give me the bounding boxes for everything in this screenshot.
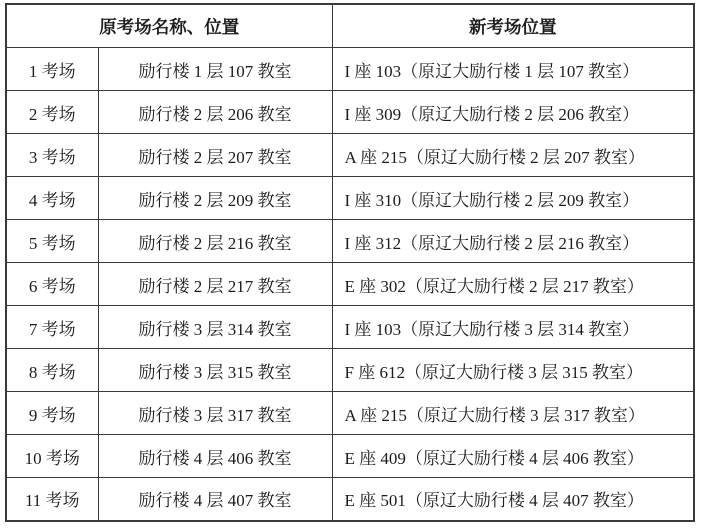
room-number-cell: 3 考场 xyxy=(6,134,98,177)
table-row xyxy=(6,134,694,177)
old-location-cell: 励行楼 2 层 207 教室 xyxy=(98,134,332,177)
room-number-cell: 9 考场 xyxy=(6,392,98,435)
room-number-cell: 1 考场 xyxy=(6,48,98,91)
header-new-location: 新考场位置 xyxy=(332,4,694,48)
room-number-cell: 8 考场 xyxy=(6,349,98,392)
table-row xyxy=(6,478,694,521)
table-row xyxy=(6,306,694,349)
table-row xyxy=(6,263,694,306)
exam-room-relocation-table xyxy=(5,3,695,522)
new-location-cell: A 座 215（原辽大励行楼 3 层 317 教室） xyxy=(332,392,694,435)
table-row xyxy=(6,349,694,392)
room-number-cell: 4 考场 xyxy=(6,177,98,220)
new-location-cell: I 座 312（原辽大励行楼 2 层 216 教室） xyxy=(332,220,694,263)
header-row xyxy=(6,4,694,48)
table-row xyxy=(6,177,694,220)
table-row xyxy=(6,392,694,435)
old-location-cell: 励行楼 2 层 209 教室 xyxy=(98,177,332,220)
header-old-location: 原考场名称、位置 xyxy=(6,4,332,48)
table-row xyxy=(6,435,694,478)
old-location-cell: 励行楼 4 层 407 教室 xyxy=(98,478,332,521)
new-location-cell: E 座 501（原辽大励行楼 4 层 407 教室） xyxy=(332,478,694,521)
room-number-cell: 5 考场 xyxy=(6,220,98,263)
old-location-cell: 励行楼 2 层 217 教室 xyxy=(98,263,332,306)
room-number-cell: 10 考场 xyxy=(6,435,98,478)
room-number-cell: 6 考场 xyxy=(6,263,98,306)
old-location-cell: 励行楼 2 层 216 教室 xyxy=(98,220,332,263)
old-location-cell: 励行楼 1 层 107 教室 xyxy=(98,48,332,91)
table-row xyxy=(6,48,694,91)
new-location-cell: E 座 409（原辽大励行楼 4 层 406 教室） xyxy=(332,435,694,478)
old-location-cell: 励行楼 2 层 206 教室 xyxy=(98,91,332,134)
room-number-cell: 11 考场 xyxy=(6,478,98,521)
room-number-cell: 7 考场 xyxy=(6,306,98,349)
table-row xyxy=(6,220,694,263)
new-location-cell: I 座 103（原辽大励行楼 1 层 107 教室） xyxy=(332,48,694,91)
old-location-cell: 励行楼 4 层 406 教室 xyxy=(98,435,332,478)
new-location-cell: F 座 612（原辽大励行楼 3 层 315 教室） xyxy=(332,349,694,392)
new-location-cell: I 座 309（原辽大励行楼 2 层 206 教室） xyxy=(332,91,694,134)
new-location-cell: I 座 103（原辽大励行楼 3 层 314 教室） xyxy=(332,306,694,349)
old-location-cell: 励行楼 3 层 314 教室 xyxy=(98,306,332,349)
new-location-cell: I 座 310（原辽大励行楼 2 层 209 教室） xyxy=(332,177,694,220)
old-location-cell: 励行楼 3 层 317 教室 xyxy=(98,392,332,435)
table-row xyxy=(6,91,694,134)
room-number-cell: 2 考场 xyxy=(6,91,98,134)
new-location-cell: A 座 215（原辽大励行楼 2 层 207 教室） xyxy=(332,134,694,177)
old-location-cell: 励行楼 3 层 315 教室 xyxy=(98,349,332,392)
new-location-cell: E 座 302（原辽大励行楼 2 层 217 教室） xyxy=(332,263,694,306)
